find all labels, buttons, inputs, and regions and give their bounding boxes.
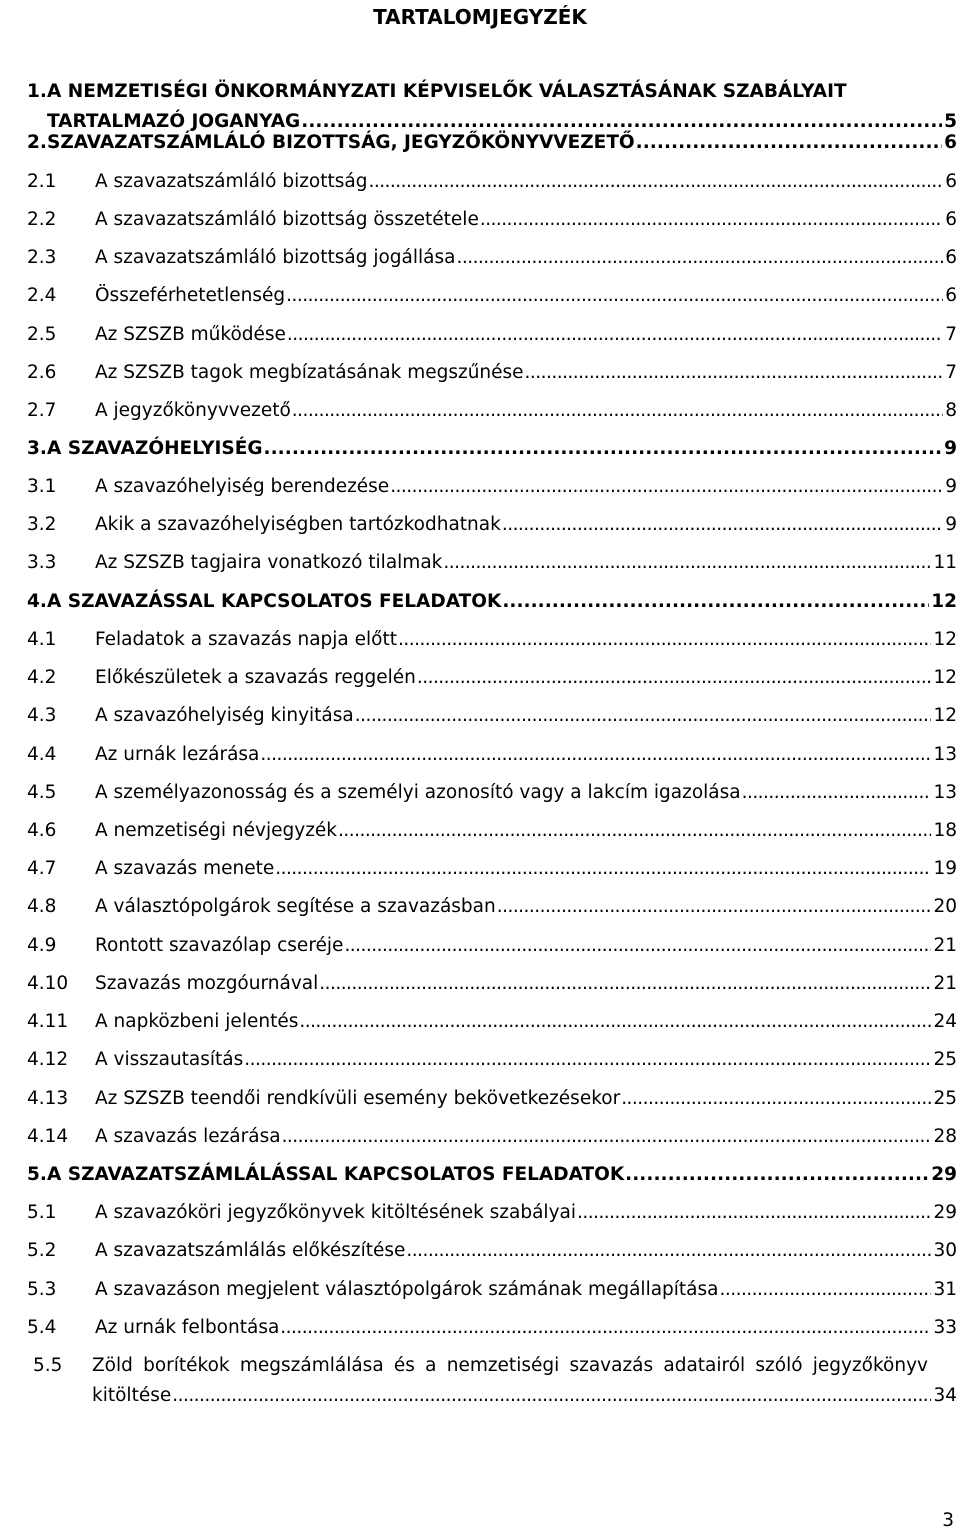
toc-dot-leader [172, 1381, 931, 1411]
toc-entry[interactable] [0, 281, 960, 311]
toc-entry-number: 5.3 [27, 1279, 57, 1300]
toc-dot-leader [299, 1007, 931, 1037]
toc-entry[interactable] [0, 472, 960, 502]
toc-entry-page: 6 [944, 132, 957, 153]
toc-dot-leader [406, 1236, 931, 1266]
toc-entry-title: TARTALMAZÓ JOGANYAG [47, 111, 301, 132]
toc-entry[interactable] [0, 1122, 960, 1152]
toc-dot-leader [456, 243, 943, 273]
toc-entry-title: Akik a szavazóhelyiségben tartózkodhatnak [95, 514, 501, 535]
toc-entry[interactable] [0, 969, 960, 999]
toc-entry-row [95, 396, 957, 426]
toc-dot-leader [264, 434, 943, 464]
toc-dot-leader [497, 892, 932, 922]
toc-entry-page: 28 [933, 1126, 957, 1147]
toc-entry-title: Feladatok a szavazás napja előtt [95, 629, 397, 650]
toc-entry-row [95, 358, 957, 388]
toc-entry[interactable] [0, 1084, 960, 1114]
toc-entry[interactable] [0, 396, 960, 426]
toc-entry-page: 21 [933, 973, 957, 994]
toc-entry-number: 2. [27, 132, 47, 153]
toc-entry[interactable] [0, 128, 960, 158]
toc-entry-number: 4.4 [27, 744, 57, 765]
toc-dot-leader [319, 969, 931, 999]
toc-entry-title: A szavazáson megjelent választópolgárok számának megállapítása [95, 1279, 719, 1300]
toc-dot-leader [286, 281, 943, 311]
toc-entry-row [95, 1045, 957, 1075]
toc-dot-leader [280, 1313, 931, 1343]
toc-entry-title: Szavazás mozgóurnával [95, 973, 319, 994]
toc-entry-title-line1: A NEMZETISÉGI ÖNKORMÁNYZATI KÉPVISELŐK VÁLASZTÁSÁNAK SZABÁLYAIT [47, 81, 847, 102]
toc-entry[interactable] [0, 1045, 960, 1075]
toc-entry-number: 5.1 [27, 1202, 57, 1223]
toc-entry-number: 4.3 [27, 705, 57, 726]
toc-entry-page: 33 [933, 1317, 957, 1338]
toc-entry[interactable] [0, 358, 960, 388]
toc-entry-page: 7 [945, 362, 957, 383]
toc-entry[interactable] [0, 1160, 960, 1190]
toc-entry-title: SZAVAZATSZÁMLÁLÓ BIZOTTSÁG, JEGYZŐKÖNYVVEZETŐ [47, 132, 635, 153]
toc-entry-title: Az SZSZB működése [95, 324, 286, 345]
toc-entry-page: 25 [933, 1049, 957, 1070]
toc-dot-leader [720, 1275, 932, 1305]
toc-entry-row [95, 1122, 957, 1152]
toc-entry-title: kitöltése [92, 1385, 172, 1406]
toc-dot-leader [260, 740, 931, 770]
toc-entry-number: 3.3 [27, 552, 57, 573]
toc-entry-title: A szavazás menete [95, 858, 275, 879]
toc-dot-leader [621, 1084, 931, 1114]
toc-entry-row [95, 320, 957, 350]
toc-entry-number: 4.10 [27, 973, 69, 994]
toc-entry-number: 4.11 [27, 1011, 69, 1032]
toc-entry[interactable] [0, 587, 960, 617]
toc-entry-row [95, 1313, 957, 1343]
toc-entry[interactable] [0, 740, 960, 770]
toc-entry-title: A szavazatszámláló bizottság összetétele [95, 209, 479, 230]
toc-entry-number: 4.14 [27, 1126, 69, 1147]
toc-dot-leader [525, 358, 944, 388]
toc-entry-row [95, 1275, 957, 1305]
toc-entry[interactable] [0, 1198, 960, 1228]
toc-entry-row [95, 892, 957, 922]
toc-entry-title: Rontott szavazólap cseréje [95, 935, 344, 956]
toc-entry-page: 21 [933, 935, 957, 956]
toc-entry-title: Előkészületek a szavazás reggelén [95, 667, 416, 688]
toc-entry-title: A napközbeni jelentés [95, 1011, 299, 1032]
toc-entry-title: Az urnák lezárása [95, 744, 260, 765]
toc-entry-row [95, 1084, 957, 1114]
toc-entry-number: 1. [27, 81, 47, 102]
toc-entry[interactable] [0, 778, 960, 808]
toc-entry-page: 13 [933, 782, 957, 803]
toc-entry-page: 9 [945, 476, 957, 497]
toc-entry[interactable] [0, 1007, 960, 1037]
toc-entry-title: A szavazatszámláló bizottság jogállása [95, 247, 456, 268]
toc-entry-number: 4.1 [27, 629, 57, 650]
toc-entry-row [95, 281, 957, 311]
toc-entry-number: 2.2 [27, 209, 57, 230]
toc-entry-number: 4.8 [27, 896, 57, 917]
toc-entry-page: 6 [945, 247, 957, 268]
toc-entry-number: 5.2 [27, 1240, 57, 1261]
toc-entry[interactable] [0, 205, 960, 235]
toc-entry-page: 11 [933, 552, 957, 573]
toc-entry-number: 5.5 [33, 1355, 63, 1376]
toc-entry-row [95, 931, 957, 961]
toc-entry-page: 9 [945, 514, 957, 535]
toc-dot-leader [502, 587, 929, 617]
toc-dot-leader [417, 663, 932, 693]
toc-entry-page: 8 [945, 400, 957, 421]
toc-entry[interactable] [0, 167, 960, 197]
toc-entry-row [95, 472, 957, 502]
toc-dot-leader [480, 205, 943, 235]
toc-entry-number: 2.4 [27, 285, 57, 306]
toc-entry-title: Összeférhetetlenség [95, 285, 286, 306]
toc-entry-title: A szavazatszámlálás előkészítése [95, 1240, 406, 1261]
toc-entry[interactable] [0, 243, 960, 273]
toc-entry[interactable] [0, 663, 960, 693]
toc-dot-leader [244, 1045, 931, 1075]
toc-entry-title: A SZAVAZÁSSAL KAPCSOLATOS FELADATOK [47, 591, 502, 612]
toc-entry-page: 34 [933, 1385, 957, 1406]
toc-entry-title: A szavazás lezárása [95, 1126, 281, 1147]
toc-entry[interactable] [0, 892, 960, 922]
page-number: 3 [942, 1510, 954, 1531]
toc-entry-row [95, 740, 957, 770]
toc-entry-page: 30 [933, 1240, 957, 1261]
toc-entry-page: 19 [933, 858, 957, 879]
toc-dot-leader [636, 128, 942, 158]
toc-dot-leader [742, 778, 932, 808]
toc-dot-leader [502, 510, 943, 540]
toc-dot-leader [625, 1160, 929, 1190]
toc-entry-number: 3.2 [27, 514, 57, 535]
toc-entry-title: A személyazonosság és a személyi azonosító vagy a lakcím igazolása [95, 782, 741, 803]
toc-entry-row [95, 778, 957, 808]
toc-entry-number: 4.5 [27, 782, 57, 803]
toc-dot-leader [443, 548, 931, 578]
toc-entry[interactable] [0, 510, 960, 540]
toc-entry-page: 6 [945, 171, 957, 192]
toc-entry-page: 6 [945, 285, 957, 306]
toc-entry-title: A szavazóhelyiség kinyitása [95, 705, 354, 726]
toc-entry-row [47, 587, 957, 617]
toc-entry-title: Az urnák felbontása [95, 1317, 280, 1338]
toc-entry-number: 4.9 [27, 935, 57, 956]
toc-entry-title: A nemzetiségi névjegyzék [95, 820, 338, 841]
toc-entry-number: 2.1 [27, 171, 57, 192]
toc-entry-title: A visszautasítás [95, 1049, 244, 1070]
toc-entry-page: 24 [933, 1011, 957, 1032]
toc-dot-leader [275, 854, 931, 884]
toc-entry-row [95, 663, 957, 693]
toc-entry-number: 4.7 [27, 858, 57, 879]
toc-entry-title-line1: Zöld borítékok megszámlálása és a nemzetiségi szavazás adatairól szóló jegyzőkönyv [92, 1355, 928, 1376]
toc-entry-number: 2.7 [27, 400, 57, 421]
toc-dot-leader [368, 167, 943, 197]
toc-entry-number: 2.5 [27, 324, 57, 345]
toc-entry-page: 12 [933, 667, 957, 688]
toc-entry[interactable] [0, 701, 960, 731]
toc-entry-row [95, 969, 957, 999]
toc-entry-row [95, 854, 957, 884]
toc-entry-title: A választópolgárok segítése a szavazásban [95, 896, 496, 917]
toc-entry[interactable] [0, 320, 960, 350]
toc-entry-title: A szavazóhelyiség berendezése [95, 476, 390, 497]
toc-entry-row [95, 243, 957, 273]
toc-entry-row [47, 128, 957, 158]
toc-entry[interactable] [0, 931, 960, 961]
toc-entry-row [95, 1198, 957, 1228]
toc-entry-page: 20 [933, 896, 957, 917]
toc-entry[interactable] [0, 1236, 960, 1266]
toc-entry-title: A szavazóköri jegyzőkönyvek kitöltésének szabályai [95, 1202, 576, 1223]
page-title: TARTALOMJEGYZÉK [373, 5, 587, 29]
toc-entry-page: 5 [944, 111, 957, 132]
toc-entry-number: 5. [27, 1164, 47, 1185]
toc-entry-title: A SZAVAZÓHELYISÉG [47, 438, 263, 459]
toc-entry-title: Az SZSZB tagok megbízatásának megszűnése [95, 362, 524, 383]
toc-entry-row [95, 510, 957, 540]
toc-dot-leader [355, 701, 932, 731]
toc-entry-page: 12 [933, 705, 957, 726]
toc-entry-row [95, 548, 957, 578]
toc-entry-number: 2.6 [27, 362, 57, 383]
toc-dot-leader [282, 1122, 932, 1152]
toc-entry-page: 12 [931, 591, 957, 612]
toc-entry-number: 2.3 [27, 247, 57, 268]
toc-entry-row [95, 625, 957, 655]
toc-entry-title: A szavazatszámláló bizottság [95, 171, 368, 192]
toc-entry-page: 29 [933, 1202, 957, 1223]
toc-entry-row [95, 205, 957, 235]
toc-entry-page: 29 [931, 1164, 957, 1185]
toc-entry-title: Az SZSZB teendői rendkívüli esemény bekövetkezésekor [95, 1088, 621, 1109]
toc-entry[interactable] [0, 434, 960, 464]
toc-entry-page: 6 [945, 209, 957, 230]
toc-dot-leader [344, 931, 931, 961]
toc-entry-row [95, 816, 957, 846]
toc-entry-number: 4.2 [27, 667, 57, 688]
toc-entry-row [95, 1236, 957, 1266]
toc-entry[interactable] [0, 548, 960, 578]
toc-entry[interactable] [0, 854, 960, 884]
toc-entry-page: 25 [933, 1088, 957, 1109]
toc-entry[interactable] [0, 1313, 960, 1343]
toc-entry-number: 4.13 [27, 1088, 69, 1109]
toc-entry-number: 4.6 [27, 820, 57, 841]
toc-entry-page: 31 [933, 1279, 957, 1300]
toc-entry-number: 4. [27, 591, 47, 612]
toc-dot-leader [577, 1198, 931, 1228]
toc-entry-row [95, 167, 957, 197]
toc-dot-leader [287, 320, 943, 350]
toc-entry-page: 18 [933, 820, 957, 841]
toc-entry-row [95, 701, 957, 731]
toc-entry-title: A SZAVAZATSZÁMLÁLÁSSAL KAPCSOLATOS FELADATOK [47, 1164, 625, 1185]
toc-entry[interactable] [0, 625, 960, 655]
toc-entry-title: A jegyzőkönyvvezető [95, 400, 291, 421]
toc-entry[interactable] [0, 1351, 960, 1411]
toc-dot-leader [338, 816, 931, 846]
toc-dot-leader [398, 625, 931, 655]
toc-entry-number: 3.1 [27, 476, 57, 497]
toc-entry-row [47, 1160, 957, 1190]
toc-dot-leader [292, 396, 943, 426]
toc-entry-page: 9 [944, 438, 957, 459]
toc-entry[interactable] [0, 1275, 960, 1305]
toc-entry[interactable] [0, 816, 960, 846]
toc-dot-leader [390, 472, 943, 502]
toc-entry-page: 13 [933, 744, 957, 765]
toc-entry-row [47, 434, 957, 464]
toc-entry-page: 7 [945, 324, 957, 345]
toc-entry-row [95, 1007, 957, 1037]
toc-entry-number: 4.12 [27, 1049, 69, 1070]
toc-entry-number: 3. [27, 438, 47, 459]
toc-entry-row [92, 1381, 957, 1411]
toc-entry-title: Az SZSZB tagjaira vonatkozó tilalmak [95, 552, 443, 573]
toc-entry-page: 12 [933, 629, 957, 650]
toc-entry-number: 5.4 [27, 1317, 57, 1338]
